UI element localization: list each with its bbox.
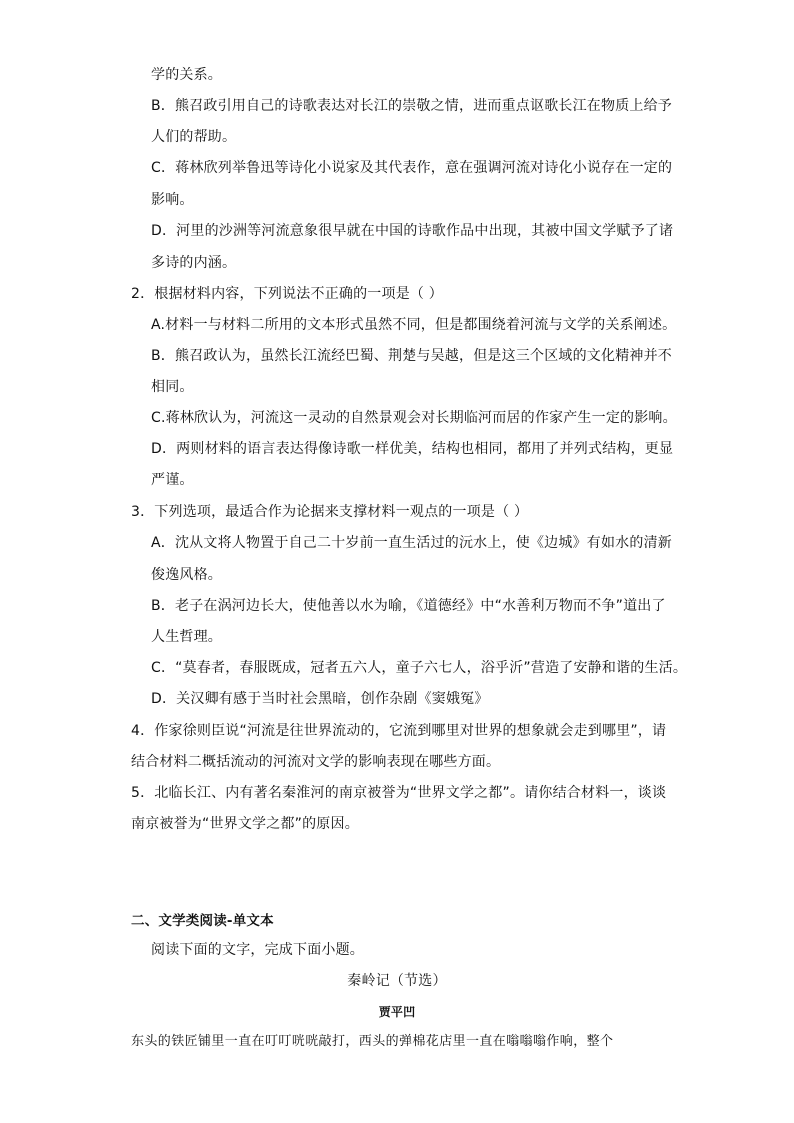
passage-first-line: 东头的铁匠铺里一直在叮叮咣咣敲打，西头的弹棉花店里一直在嗡嗡嗡作响，整个 [131,1034,614,1049]
reading-instruction: 阅读下面的文字，完成下面小题。 [151,942,364,958]
q2-option-a: A.材料一与材料二所用的文本形式虽然不同，但是都围绕着河流与文学的关系阐述。 [151,317,677,333]
q3-option-a-line2: 俊逸风格。 [151,567,222,583]
q5-line1: 5．北临长江、内有著名秦淮河的南京被誉为“世界文学之都”。请你结合材料一，谈谈 [131,785,667,801]
section-heading: 二、文学类阅读-单文本 [131,913,274,929]
q2-option-b-line1: B．熊召政认为，虽然长江流经巴蜀、荆楚与吴越，但是这三个区域的文化精神并不 [151,348,673,364]
q3-option-d: D．关汉卿有感于当时社会黑暗，创作杂剧《窦娥冤》 [151,691,489,707]
q1-option-a-tail: 学的关系。 [151,67,222,83]
q2-option-b-line2: 相同。 [151,379,194,395]
q3-option-c: C．“莫春者，春服既成，冠者五六人，童子六七人，浴乎沂”营造了安静和谐的生活。 [151,660,688,676]
q2-option-d-line1: D．两则材料的语言表达得像诗歌一样优美，结构也相同，都用了并列式结构，更显 [151,441,674,457]
q1-option-d-line1: D．河里的沙洲等河流意象很早就在中国的诗歌作品中出现，其被中国文学赋予了诸 [151,223,674,239]
q2-stem: 2．根据材料内容，下列说法不正确的一项是（ ） [131,286,443,302]
q3-stem: 3．下列选项，最适合作为论据来支撑材料一观点的一项是（ ） [131,504,529,520]
q5-line2: 南京被誉为“世界文学之都”的原因。 [131,816,359,832]
q1-option-c-line1: C．蒋林欣列举鲁迅等诗化小说家及其代表作，意在强调河流对诗化小说存在一定的 [151,160,673,176]
q3-option-a-line1: A．沈从文将人物置于自己二十岁前一直生活过的沅水上，使《边城》有如水的清新 [151,535,672,551]
q3-option-b-line2: 人生哲理。 [151,629,222,645]
q4-line2: 结合材料二概括流动的河流对文学的影响表现在哪些方面。 [131,754,501,770]
q1-option-b-line1: B．熊召政引用自己的诗歌表达对长江的崇敬之情，进而重点讴歌长江在物质上给予 [151,98,673,114]
passage-title: 秦岭记（节选） [347,973,447,989]
passage-author: 贾平凹 [378,1005,416,1019]
q1-option-b-line2: 人们的帮助。 [151,129,237,145]
q4-line1: 4．作家徐则臣说“河流是往世界流动的，它流到哪里对世界的想象就会走到哪里”，请 [131,723,667,739]
q1-option-c-line2: 影响。 [151,192,194,208]
q2-option-d-line2: 严谨。 [151,472,194,488]
q3-option-b-line1: B．老子在涡河边长大，使他善以水为喻，《道德经》中“水善利万物而不争”道出了 [151,598,666,614]
q2-option-c: C.蒋林欣认为，河流这一灵动的自然景观会对长期临河而居的作家产生一定的影响。 [151,410,677,426]
q1-option-d-line2: 多诗的内涵。 [151,255,237,271]
